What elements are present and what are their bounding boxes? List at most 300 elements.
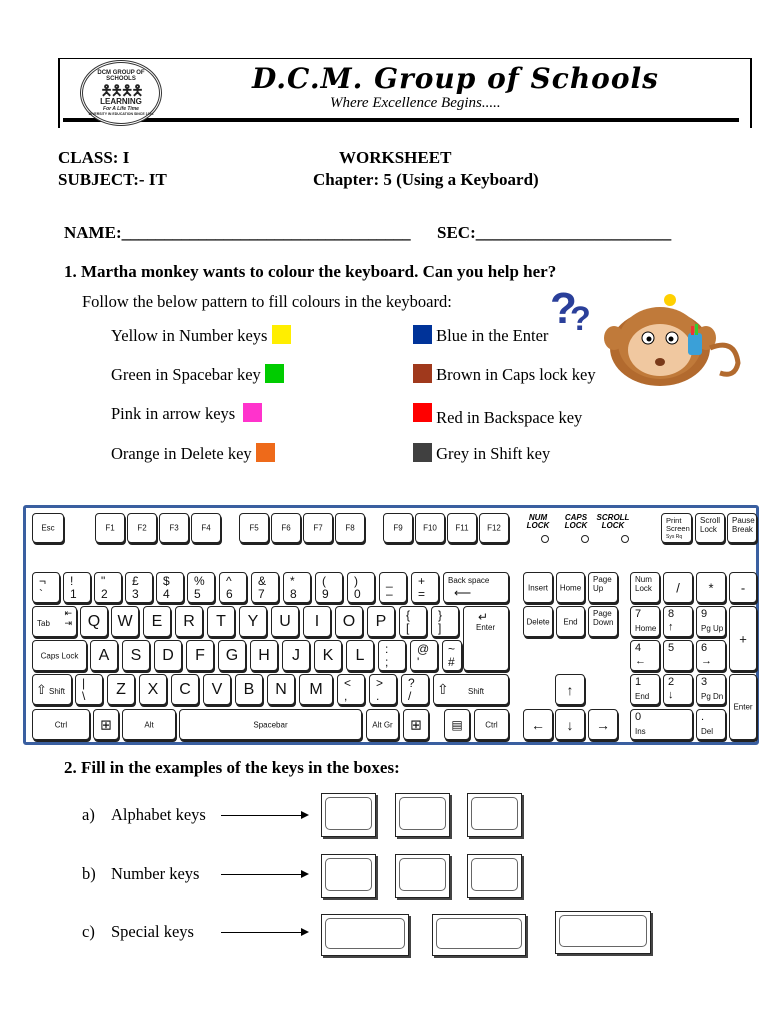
left-arrow-key[interactable] bbox=[523, 709, 553, 740]
key-label: Y bbox=[247, 612, 259, 630]
key-sublabel: Sys Rq bbox=[666, 534, 683, 540]
key-bottom: = bbox=[418, 587, 426, 601]
left-shift-key[interactable] bbox=[32, 674, 72, 705]
arrow-c-line bbox=[221, 932, 301, 933]
number-9-key[interactable] bbox=[315, 572, 343, 603]
number-5-key[interactable] bbox=[187, 572, 215, 603]
subject-label: SUBJECT:- IT bbox=[58, 170, 167, 189]
key-top: $ bbox=[163, 574, 170, 588]
left-arrow-icon: ← bbox=[531, 716, 545, 733]
down-arrow-icon: ↓ bbox=[566, 716, 574, 733]
key-bottom: 2 bbox=[101, 587, 108, 601]
num-lock-led bbox=[541, 535, 549, 543]
key-label: F9 bbox=[393, 523, 403, 533]
caps-lock-key[interactable] bbox=[32, 640, 87, 671]
key-label: F12 bbox=[487, 523, 501, 533]
key-label: A bbox=[98, 646, 110, 664]
number-answer-box-1[interactable] bbox=[321, 854, 376, 898]
t-key[interactable] bbox=[207, 606, 235, 637]
key-label: - bbox=[740, 580, 746, 595]
key-label: Print Screen bbox=[666, 516, 690, 534]
right-arrow-key[interactable] bbox=[588, 709, 618, 740]
tab-arrows-icon: ⇤ ⇥ bbox=[64, 608, 72, 628]
key-label: F4 bbox=[201, 523, 211, 533]
semicolon-key[interactable] bbox=[378, 640, 406, 671]
key-label: F5 bbox=[249, 523, 259, 533]
key-label: X bbox=[147, 680, 159, 698]
key-label: O bbox=[342, 612, 356, 630]
key-label: Home bbox=[559, 583, 582, 592]
key-top: ! bbox=[70, 574, 74, 588]
key-label: Z bbox=[116, 680, 126, 698]
key-bottom: Home bbox=[635, 624, 657, 633]
numpad-0-key[interactable] bbox=[630, 709, 693, 740]
legend-label: Green in Spacebar key bbox=[111, 365, 261, 384]
yellow-swatch bbox=[272, 325, 291, 344]
u-key[interactable] bbox=[271, 606, 299, 637]
school-logo bbox=[80, 60, 162, 126]
item-b-label: Number keys bbox=[111, 864, 200, 883]
key-top: % bbox=[194, 574, 205, 588]
key-bottom: ↑ bbox=[668, 621, 674, 633]
key-bottom: Pg Dn bbox=[701, 692, 724, 701]
key-label: Shift bbox=[468, 687, 485, 696]
key-bottom: / bbox=[408, 689, 412, 703]
up-arrow-key[interactable] bbox=[555, 674, 585, 705]
key-label: S bbox=[130, 646, 142, 664]
j-key[interactable] bbox=[282, 640, 310, 671]
minus-key[interactable] bbox=[379, 572, 407, 603]
logo-learning-text: LEARNING bbox=[100, 97, 142, 107]
o-key[interactable] bbox=[335, 606, 363, 637]
key-label: L bbox=[355, 646, 365, 664]
l-key[interactable] bbox=[346, 640, 374, 671]
comma-key[interactable] bbox=[337, 674, 365, 705]
item-b-letter: b) bbox=[82, 864, 96, 883]
x-key[interactable] bbox=[139, 674, 167, 705]
alphabet-answer-box-3[interactable] bbox=[467, 793, 522, 837]
key-bottom: ← bbox=[635, 655, 646, 667]
svg-text:?: ? bbox=[570, 300, 591, 338]
y-key[interactable] bbox=[239, 606, 267, 637]
scroll-lock-indicator-label: SCROLL LOCK bbox=[596, 513, 630, 530]
backspace-key[interactable] bbox=[443, 572, 509, 603]
number-0-key[interactable] bbox=[347, 572, 375, 603]
f6-key[interactable] bbox=[271, 513, 301, 543]
z-key[interactable] bbox=[107, 674, 135, 705]
tab-key[interactable] bbox=[32, 606, 77, 637]
brown-swatch bbox=[413, 364, 432, 383]
key-label: U bbox=[279, 612, 291, 630]
legend-delete-key bbox=[111, 443, 275, 464]
print-screen-key[interactable] bbox=[661, 513, 692, 543]
f5-key[interactable] bbox=[239, 513, 269, 543]
key-top: £ bbox=[132, 574, 139, 588]
key-label: Caps Lock bbox=[40, 651, 79, 660]
scroll-lock-key[interactable] bbox=[695, 513, 725, 543]
key-top: { bbox=[406, 608, 411, 622]
number-6-key[interactable] bbox=[219, 572, 247, 603]
hash-key[interactable] bbox=[442, 640, 462, 671]
red-swatch bbox=[413, 403, 432, 422]
r-key[interactable] bbox=[175, 606, 203, 637]
key-top: * bbox=[290, 574, 295, 588]
key-bottom: ` bbox=[39, 587, 43, 601]
key-bottom: 9 bbox=[322, 587, 329, 601]
key-label: Tab bbox=[37, 619, 50, 628]
key-top: " bbox=[101, 574, 106, 588]
n-key[interactable] bbox=[267, 674, 295, 705]
key-label: Scroll Lock bbox=[700, 516, 721, 534]
key-bottom: # bbox=[448, 655, 455, 669]
key-bottom: 0 bbox=[354, 587, 361, 601]
v-key[interactable] bbox=[203, 674, 231, 705]
down-arrow-key[interactable] bbox=[555, 709, 585, 740]
right-windows-key[interactable] bbox=[403, 709, 429, 740]
e-key[interactable] bbox=[143, 606, 171, 637]
key-label: F3 bbox=[169, 523, 179, 533]
key-label: H bbox=[258, 646, 270, 664]
special-answer-box-3[interactable] bbox=[555, 911, 651, 954]
shift-arrow-icon: ⇧ bbox=[437, 681, 449, 697]
key-top: 0 bbox=[635, 711, 642, 723]
key-top: ~ bbox=[448, 642, 456, 656]
key-label: Page Down bbox=[593, 609, 614, 627]
grey-swatch bbox=[413, 443, 432, 462]
question-1-title: 1. Martha monkey wants to colour the keyboard. Can you help her? bbox=[64, 262, 557, 281]
key-bottom: ] bbox=[438, 621, 442, 635]
insert-key[interactable] bbox=[523, 572, 553, 603]
right-ctrl-key[interactable] bbox=[474, 709, 509, 740]
key-bottom: Pg Up bbox=[701, 624, 724, 633]
f9-key[interactable] bbox=[383, 513, 413, 543]
equals-key[interactable] bbox=[411, 572, 439, 603]
special-answer-box-1[interactable] bbox=[321, 914, 409, 956]
left-alt-key[interactable] bbox=[122, 709, 176, 740]
orange-swatch bbox=[256, 443, 275, 462]
key-top: 3 bbox=[701, 676, 708, 688]
legend-label: Blue in the Enter bbox=[436, 326, 549, 345]
legend-label: Grey in Shift key bbox=[436, 444, 551, 463]
open-bracket-key[interactable] bbox=[399, 606, 427, 637]
key-label: Alt Gr bbox=[372, 720, 393, 729]
s-key[interactable] bbox=[122, 640, 150, 671]
key-bottom: [ bbox=[406, 621, 410, 635]
left-windows-key[interactable] bbox=[93, 709, 119, 740]
key-top: & bbox=[258, 574, 267, 588]
key-label: Ctrl bbox=[54, 720, 68, 729]
key-top: 6 bbox=[701, 642, 708, 654]
key-top: ^ bbox=[226, 574, 232, 588]
key-label: Delete bbox=[526, 617, 550, 626]
home-key[interactable] bbox=[556, 572, 585, 603]
key-label: I bbox=[314, 612, 320, 630]
k-key[interactable] bbox=[314, 640, 342, 671]
numpad-9-key[interactable] bbox=[696, 606, 726, 637]
quote-key[interactable] bbox=[410, 640, 438, 671]
key-label: / bbox=[676, 580, 680, 595]
key-label: Enter bbox=[476, 623, 496, 632]
key-label: F7 bbox=[313, 523, 323, 533]
numpad-8-key[interactable] bbox=[663, 606, 693, 637]
name-field[interactable]: NAME:__________________________________ bbox=[64, 223, 411, 242]
key-label: Page Up bbox=[593, 575, 612, 593]
number-1-key[interactable] bbox=[63, 572, 91, 603]
logo-figures-icon: 🯅🯅🯅🯅 bbox=[100, 81, 142, 98]
logo-ring-text: DIVERSITY IN EDUCATION SINCE 1994 bbox=[88, 111, 154, 116]
f8-key[interactable] bbox=[335, 513, 365, 543]
legend-spacebar bbox=[111, 364, 284, 385]
key-bottom: Del bbox=[701, 727, 714, 736]
key-label: Enter bbox=[733, 702, 753, 712]
number-8-key[interactable] bbox=[283, 572, 311, 603]
legend-enter-key bbox=[413, 325, 548, 346]
numpad-divide-key[interactable] bbox=[663, 572, 693, 603]
key-label: Pause Break bbox=[732, 516, 755, 534]
arrow-a-line bbox=[221, 815, 301, 816]
worksheet-label: WORKSHEET bbox=[339, 148, 452, 167]
legend-label: Orange in Delete key bbox=[111, 444, 252, 463]
legend-number-keys bbox=[111, 325, 291, 346]
key-label: T bbox=[216, 612, 226, 630]
school-name: D.C.M. Group of Schools bbox=[252, 62, 659, 95]
key-label: F2 bbox=[137, 523, 147, 533]
number-answer-box-2[interactable] bbox=[395, 854, 450, 898]
menu-key[interactable] bbox=[444, 709, 470, 740]
windows-logo-icon: ⊞ bbox=[410, 716, 422, 732]
spacebar-key[interactable] bbox=[179, 709, 362, 740]
key-top: @ bbox=[417, 642, 430, 656]
class-label: CLASS: I bbox=[58, 148, 130, 167]
alphabet-answer-box-2[interactable] bbox=[395, 793, 450, 837]
f-key[interactable] bbox=[186, 640, 214, 671]
d-key[interactable] bbox=[154, 640, 182, 671]
alphabet-answer-box-1[interactable] bbox=[321, 793, 376, 837]
pause-break-key[interactable] bbox=[727, 513, 757, 543]
legend-shift-key bbox=[413, 443, 550, 464]
caps-lock-led bbox=[581, 535, 589, 543]
key-bottom: ↓ bbox=[668, 689, 674, 701]
key-label: F1 bbox=[105, 523, 115, 533]
key-label: Shift bbox=[49, 687, 66, 696]
numpad-decimal-key[interactable] bbox=[696, 709, 726, 740]
key-bottom: , bbox=[344, 689, 348, 703]
key-top: 9 bbox=[701, 608, 708, 620]
num-lock-key[interactable] bbox=[630, 572, 660, 603]
key-label: Num Lock bbox=[635, 575, 652, 593]
f10-key[interactable] bbox=[415, 513, 445, 543]
a-key[interactable] bbox=[90, 640, 118, 671]
key-top: ? bbox=[408, 676, 415, 690]
f11-key[interactable] bbox=[447, 513, 477, 543]
enter-key[interactable] bbox=[463, 606, 509, 671]
period-key[interactable] bbox=[369, 674, 397, 705]
key-top: > bbox=[376, 676, 384, 690]
arrow-b-icon bbox=[301, 870, 309, 878]
backspace-arrow-icon: ⟵ bbox=[454, 586, 472, 600]
key-bottom: 1 bbox=[70, 587, 77, 601]
key-bottom: 8 bbox=[290, 587, 297, 601]
delete-key[interactable] bbox=[523, 606, 553, 637]
key-label: K bbox=[322, 646, 334, 664]
numpad-2-key[interactable] bbox=[663, 674, 693, 705]
numpad-5-key[interactable] bbox=[663, 640, 693, 671]
numpad-7-key[interactable] bbox=[630, 606, 660, 637]
key-bottom: 7 bbox=[258, 587, 265, 601]
key-bottom: ' bbox=[417, 655, 420, 669]
page-down-key[interactable] bbox=[588, 606, 618, 637]
key-top: + bbox=[418, 574, 426, 588]
key-label: D bbox=[162, 646, 174, 664]
w-key[interactable] bbox=[111, 606, 139, 637]
numpad-4-key[interactable] bbox=[630, 640, 660, 671]
shift-arrow-icon: ⇧ bbox=[36, 682, 47, 697]
logo-tagline-text: For A Life Time bbox=[103, 106, 139, 113]
key-label: Back space bbox=[448, 576, 490, 585]
f1-key[interactable] bbox=[95, 513, 125, 543]
key-top: . bbox=[701, 711, 705, 723]
key-label: R bbox=[183, 612, 195, 630]
svg-text:?: ? bbox=[550, 284, 577, 333]
key-label: P bbox=[375, 612, 387, 630]
close-bracket-key[interactable] bbox=[431, 606, 459, 637]
key-label: V bbox=[211, 680, 223, 698]
key-label: Insert bbox=[527, 583, 548, 592]
esc-key[interactable] bbox=[32, 513, 64, 543]
number-7-key[interactable] bbox=[251, 572, 279, 603]
end-key[interactable] bbox=[556, 606, 585, 637]
alt-gr-key[interactable] bbox=[366, 709, 399, 740]
key-label: E bbox=[151, 612, 163, 630]
number-4-key[interactable] bbox=[156, 572, 184, 603]
key-label: F11 bbox=[455, 523, 469, 533]
numpad-plus-key[interactable] bbox=[729, 606, 757, 671]
blue-swatch bbox=[413, 325, 432, 344]
keyboard-diagram bbox=[23, 505, 759, 745]
key-bottom: 5 bbox=[194, 587, 201, 601]
school-tagline: Where Excellence Begins..... bbox=[330, 95, 501, 111]
right-shift-key[interactable] bbox=[433, 674, 509, 705]
key-label: F10 bbox=[423, 523, 437, 533]
number-3-key[interactable] bbox=[125, 572, 153, 603]
key-label: J bbox=[292, 646, 300, 664]
arrow-c-icon bbox=[301, 928, 309, 936]
i-key[interactable] bbox=[303, 606, 331, 637]
backtick-key[interactable] bbox=[32, 572, 60, 603]
page-up-key[interactable] bbox=[588, 572, 618, 603]
key-top: 7 bbox=[635, 608, 642, 620]
backslash-key[interactable] bbox=[75, 674, 103, 705]
num-lock-indicator-label: NUM LOCK bbox=[526, 513, 550, 530]
p-key[interactable] bbox=[367, 606, 395, 637]
item-c-letter: c) bbox=[82, 922, 95, 941]
item-a-label: Alphabet keys bbox=[111, 805, 206, 824]
key-label: C bbox=[179, 680, 191, 698]
caps-lock-indicator-label: CAPS LOCK bbox=[564, 513, 588, 530]
key-label: G bbox=[225, 646, 239, 664]
q-key[interactable] bbox=[80, 606, 108, 637]
numpad-enter-key[interactable] bbox=[729, 674, 757, 740]
legend-label: Brown in Caps lock key bbox=[436, 365, 596, 384]
key-top: ) bbox=[354, 574, 358, 588]
up-arrow-icon: ↑ bbox=[566, 681, 574, 698]
key-label: B bbox=[243, 680, 255, 698]
arrow-b-line bbox=[221, 874, 301, 875]
right-arrow-icon: → bbox=[596, 716, 610, 733]
f3-key[interactable] bbox=[159, 513, 189, 543]
key-top: < bbox=[344, 676, 352, 690]
key-bottom: – bbox=[386, 587, 393, 601]
key-label: F bbox=[195, 646, 205, 664]
numpad-multiply-key[interactable] bbox=[696, 572, 726, 603]
special-answer-box-2[interactable] bbox=[432, 914, 526, 956]
legend-label: Red in Backspace key bbox=[436, 408, 583, 427]
logo-top-text: DCM GROUP OF SCHOOLS bbox=[97, 69, 145, 83]
key-label: Esc bbox=[41, 523, 55, 533]
slash-key[interactable] bbox=[401, 674, 429, 705]
numpad-minus-key[interactable] bbox=[729, 572, 757, 603]
f7-key[interactable] bbox=[303, 513, 333, 543]
header-underline bbox=[63, 118, 739, 122]
key-label: Spacebar bbox=[253, 720, 288, 729]
enter-arrow-icon: ↵ bbox=[478, 610, 489, 624]
windows-logo-icon: ⊞ bbox=[100, 716, 112, 732]
m-key[interactable] bbox=[299, 674, 333, 705]
key-top: 5 bbox=[668, 642, 675, 654]
f12-key[interactable] bbox=[479, 513, 509, 543]
green-swatch bbox=[265, 364, 284, 383]
key-label: W bbox=[117, 612, 133, 630]
legend-arrow-keys bbox=[111, 403, 262, 424]
b-key[interactable] bbox=[235, 674, 263, 705]
key-bottom: ; bbox=[385, 655, 389, 669]
scroll-lock-led bbox=[621, 535, 629, 543]
key-label: F6 bbox=[281, 523, 291, 533]
left-ctrl-key[interactable] bbox=[32, 709, 90, 740]
key-label: M bbox=[309, 680, 323, 698]
key-bottom: → bbox=[701, 655, 712, 667]
key-bottom: \ bbox=[82, 689, 86, 703]
number-2-key[interactable] bbox=[94, 572, 122, 603]
key-label: Alt bbox=[144, 720, 154, 729]
question-1-instruction: Follow the below pattern to fill colours in the keyboard: bbox=[82, 292, 452, 311]
legend-label: Yellow in Number keys bbox=[111, 326, 268, 345]
monkey-icon bbox=[530, 278, 742, 386]
h-key[interactable] bbox=[250, 640, 278, 671]
key-bottom: . bbox=[376, 689, 380, 703]
section-field[interactable]: SEC:_______________________ bbox=[437, 223, 672, 242]
key-label: Ctrl bbox=[485, 720, 498, 729]
arrow-a-icon bbox=[301, 811, 309, 819]
key-bottom: 6 bbox=[226, 587, 233, 601]
numpad-6-key[interactable] bbox=[696, 640, 726, 671]
key-bottom: Ins bbox=[635, 727, 646, 736]
c-key[interactable] bbox=[171, 674, 199, 705]
f4-key[interactable] bbox=[191, 513, 221, 543]
number-answer-box-3[interactable] bbox=[467, 854, 522, 898]
g-key[interactable] bbox=[218, 640, 246, 671]
key-bottom: 4 bbox=[163, 587, 170, 601]
numpad-1-key[interactable] bbox=[630, 674, 660, 705]
chapter-label: Chapter: 5 (Using a Keyboard) bbox=[313, 170, 539, 189]
f2-key[interactable] bbox=[127, 513, 157, 543]
key-top: ( bbox=[322, 574, 326, 588]
key-top: ¬ bbox=[39, 574, 47, 588]
key-top: 8 bbox=[668, 608, 675, 620]
pink-swatch bbox=[243, 403, 262, 422]
item-c-label: Special keys bbox=[111, 922, 194, 941]
numpad-3-key[interactable] bbox=[696, 674, 726, 705]
